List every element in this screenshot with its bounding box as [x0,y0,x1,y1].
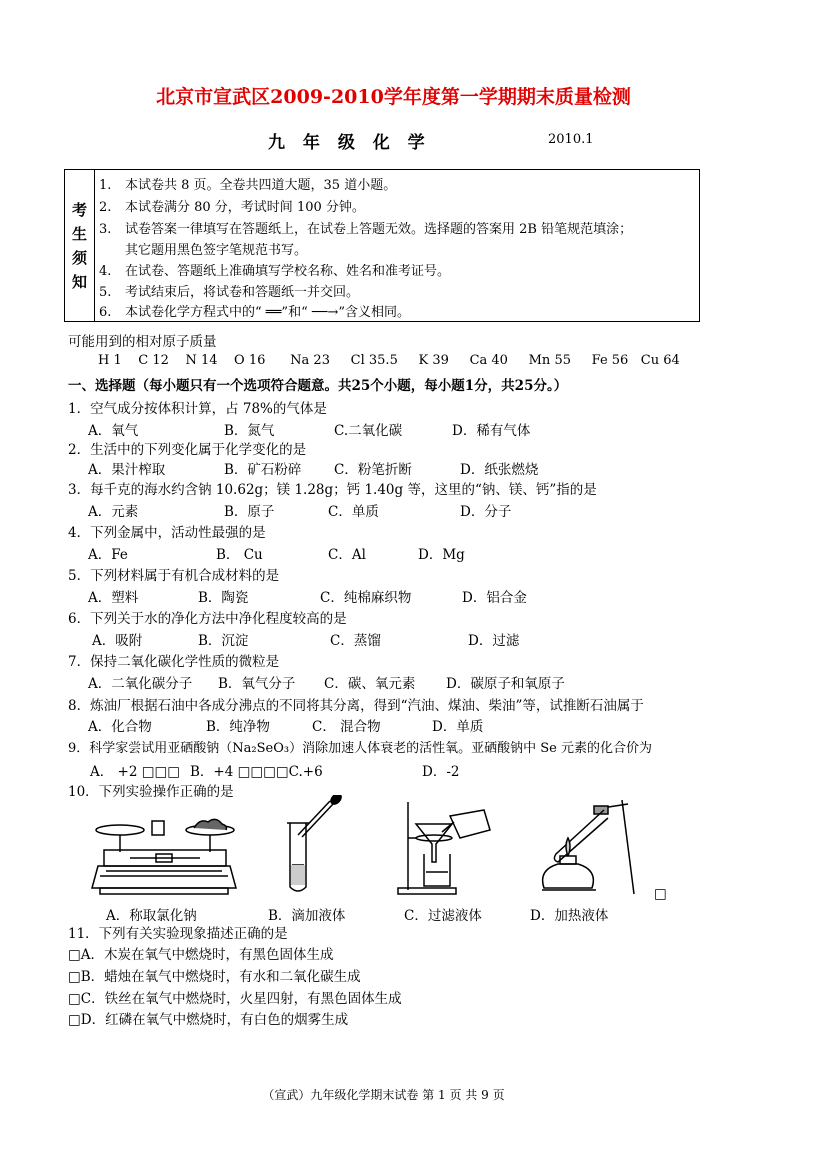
option-d: D．碳原子和氧原子 [446,676,565,692]
atomic-mass-heading: 可能用到的相对原子质量 [68,334,217,350]
question-stem: 10．下列实验操作正确的是 [68,784,234,800]
option-c: C．碳、氧元素 [324,676,416,692]
option-b: B．氧气分子 [218,676,296,692]
notice-item: 4. 在试卷、答题纸上准确填写学校名称、姓名和准考证号。 [99,264,451,279]
notice-item: 5. 考试结束后，将试卷和答题纸一并交回。 [99,285,360,300]
option-d: D．Mg [418,547,465,563]
option-b: B．沉淀 [198,633,249,649]
option-b: B． Cu [216,547,263,563]
option-d: □D．红磷在氧气中燃烧时，有白色的烟雾生成 [68,1012,349,1028]
option-a: A． +2 □□□ [90,764,180,780]
question-stem: 1．空气成分按体积计算，占 78%的气体是 [68,401,327,417]
option-d: D．分子 [460,504,512,520]
option-a: A．化合物 [88,719,152,735]
option-d: D．单质 [432,719,484,735]
atomic-mass-list: H 1 C 12 N 14 O 16 Na 23 Cl 35.5 K 39 Ca 40 Mn 55 Fe 56 Cu 64 [98,353,680,368]
option-b: B．矿石粉碎 [224,462,302,478]
option-a: A．元素 [88,504,139,520]
notice-item: 3. 试卷答案一律填写在答题纸上，在试卷上答题无效。选择题的答案用 2B 铅笔规范填涂； [99,222,633,237]
option-c: C．单质 [328,504,379,520]
option-d: D．-2 [422,764,460,780]
option-d: D．铝合金 [462,590,527,606]
section-heading: 一、选择题（每小题只有一个选项符合题意。共25个小题，每小题1分，共25分。） [68,378,568,394]
option-c: C．粉笔折断 [334,462,412,478]
question-stem: 9．科学家尝试用亚硒酸钠（Na₂SeO₃）消除加速人体衰老的活性氧。亚硒酸钠中 Se 元素的化合价为 [68,741,652,756]
notice-item: 1. 本试卷共 8 页。全卷共四道大题，35 道小题。 [99,178,397,193]
option-c: □C．铁丝在氧气中燃烧时，火星四射，有黑色固体生成 [68,991,402,1007]
dropper-test-tube-figure [280,795,350,895]
heating-liquid-figure [534,798,639,898]
question-stem: 7．保持二氧化碳化学性质的微粒是 [68,654,280,670]
question-stem: 5．下列材料属于有机合成材料的是 [68,568,280,584]
candidate-notice-box [64,169,700,322]
option-b: B．+4 □□□□C.+6 [190,764,323,780]
question-stem: 8．炼油厂根据石油中各成分沸点的不同将其分离，得到“汽油、煤油、柴油”等，试推断石油属于 [68,698,644,714]
option-c: C．蒸馏 [330,633,381,649]
notice-item: 2. 本试卷满分 80 分，考试时间 100 分钟。 [99,200,365,215]
option-d: D．过滤 [468,633,520,649]
option-a: A．Fe [88,547,128,563]
option-a: A．氧气 [88,423,139,439]
option-a: A．二氧化碳分子 [88,676,193,692]
option-c: C.二氧化碳 [334,423,403,439]
notice-item: 6. 本试卷化学方程式中的“ ══”和“ ──→”含义相同。 [99,305,411,320]
option-d: D．纸张燃烧 [460,462,539,478]
notice-label: 考 生 须 知 [65,170,95,321]
option-c: C． 混合物 [312,719,381,735]
question-stem: 6．下列关于水的净化方法中净化程度较高的是 [68,611,347,627]
figure-caption-d: D．加热液体 [530,908,609,924]
option-c: C．Al [328,547,366,563]
option-d: D．稀有气体 [452,423,531,439]
question-stem: 2．生活中的下列变化属于化学变化的是 [68,442,307,458]
page-title: 北京市宣武区2009-2010学年度第一学期期末质量检测 [156,86,631,108]
subject-title: 九 年 级 化 学 [268,133,431,153]
option-a: A．果汁榨取 [88,462,166,478]
placeholder-glyph: □ [654,886,667,902]
option-a: A．吸附 [92,633,143,649]
option-a: □A．木炭在氧气中燃烧时，有黑色固体生成 [68,947,334,963]
exam-date: 2010.1 [548,132,594,147]
option-a: A．塑料 [88,590,139,606]
option-c: C．纯棉麻织物 [320,590,412,606]
option-b: B．陶瓷 [198,590,249,606]
filtration-figure [394,800,499,898]
balance-scale-figure [90,818,238,898]
option-b: B．氮气 [224,423,275,439]
figure-caption-a: A．称取氯化钠 [106,908,197,924]
question-stem: 4．下列金属中，活动性最强的是 [68,525,266,541]
notice-item: 其它题用黑色签字笔规范书写。 [125,243,308,258]
option-b: □B．蜡烛在氧气中燃烧时，有水和二氧化碳生成 [68,969,361,985]
question-stem: 11．下列有关实验现象描述正确的是 [68,926,288,942]
question-stem: 3．每千克的海水约含钠 10.62g；镁 1.28g；钙 1.40g 等，这里的“钠、镁、钙”指的是 [68,482,597,498]
figure-caption-c: C．过滤液体 [404,908,482,924]
figure-caption-b: B．滴加液体 [268,908,346,924]
option-b: B．纯净物 [206,719,270,735]
option-b: B．原子 [224,504,275,520]
page-footer: （宣武）九年级化学期末试卷 第 1 页 共 9 页 [262,1088,505,1102]
